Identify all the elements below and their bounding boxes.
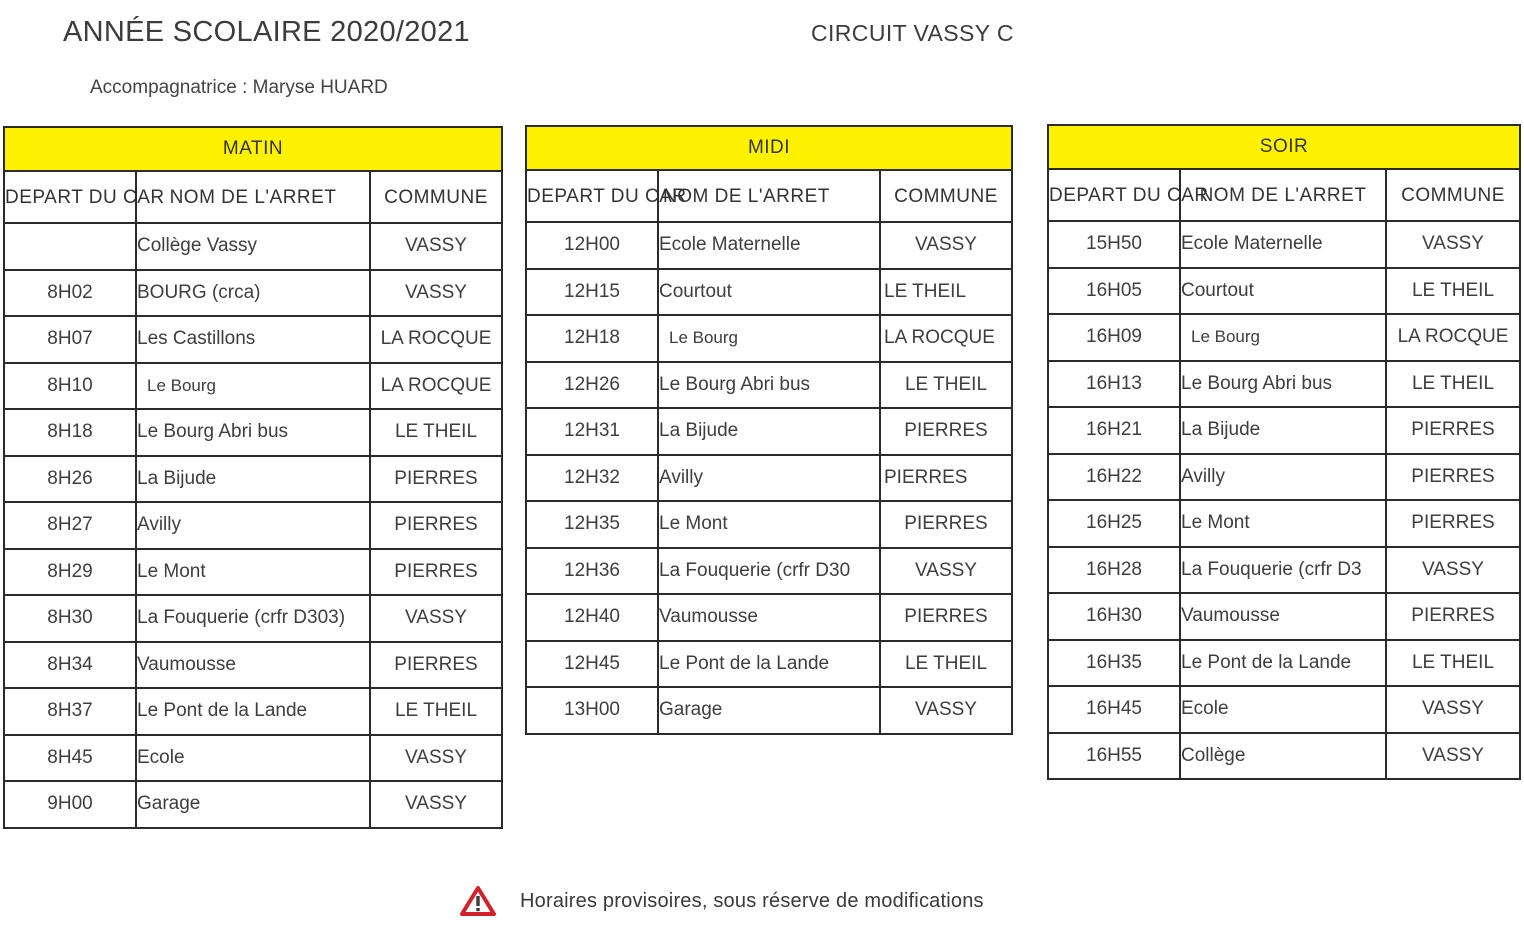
stop-name: Courtout [658,269,880,316]
departure-time: 12H15 [526,269,658,316]
departure-time [4,223,136,270]
column-header-arret: NOM DE L'ARRET [1180,169,1386,221]
stop-name: Le Pont de la Lande [136,688,370,735]
provisional-schedule-note: Horaires provisoires, sous réserve de modifications [520,889,984,912]
departure-time: 12H32 [526,455,658,502]
stop-name: Courtout [1180,268,1386,315]
departure-time: 9H00 [4,781,136,828]
stop-name: Avilly [1180,454,1386,501]
column-header-depart: DEPART DU CAR [4,171,136,223]
stop-name: Le Bourg [136,363,370,410]
commune-name: VASSY [880,687,1012,734]
table-row [4,270,502,317]
commune-name: PIERRES [370,456,502,503]
stop-name: Collège Vassy [136,223,370,270]
departure-time: 13H00 [526,687,658,734]
departure-time: 16H28 [1048,547,1180,594]
commune-name: LE THEIL [880,641,1012,688]
departure-time: 15H50 [1048,221,1180,268]
table-row [526,269,1012,316]
table-row [526,362,1012,409]
stop-name: Le Bourg [658,315,880,362]
departure-time: 8H07 [4,316,136,363]
stop-name: La Fouquerie (crfr D3 [1180,547,1386,594]
departure-time: 12H31 [526,408,658,455]
stop-name: La Bijude [136,456,370,503]
period-header-midi: MIDI [526,126,1012,170]
departure-time: 16H09 [1048,314,1180,361]
table-row [4,409,502,456]
stop-name: Le Pont de la Lande [1180,640,1386,687]
column-header-commune: COMMUNE [880,170,1012,222]
commune-name: PIERRES [1386,407,1520,454]
table-row [526,222,1012,269]
stop-name: Le Mont [1180,500,1386,547]
commune-name: PIERRES [1386,454,1520,501]
commune-name: LA ROCQUE [880,315,1012,362]
commune-name: PIERRES [1386,500,1520,547]
table-row [4,223,502,270]
commune-name: LE THEIL [1386,268,1520,315]
table-row [4,456,502,503]
departure-time: 16H35 [1048,640,1180,687]
stop-name: Le Bourg Abri bus [658,362,880,409]
commune-name: PIERRES [880,501,1012,548]
stop-name: La Bijude [658,408,880,455]
column-header-arret: NOM DE L'ARRET [136,171,370,223]
stop-name: Le Bourg Abri bus [1180,361,1386,408]
table-row [4,363,502,410]
departure-time: 8H37 [4,688,136,735]
stop-name: Vaumousse [658,594,880,641]
commune-name: VASSY [370,223,502,270]
accompagnatrice-label: Accompagnatrice : Maryse HUARD [90,77,388,98]
departure-time: 16H45 [1048,686,1180,733]
commune-name: VASSY [1386,547,1520,594]
stop-name: Le Bourg Abri bus [136,409,370,456]
commune-name: VASSY [1386,221,1520,268]
departure-time: 8H10 [4,363,136,410]
stop-name: BOURG (crca) [136,270,370,317]
column-header-commune: COMMUNE [1386,169,1520,221]
table-row [4,502,502,549]
commune-name: PIERRES [880,408,1012,455]
table-row [526,455,1012,502]
commune-name: PIERRES [880,455,1012,502]
commune-name: VASSY [880,548,1012,595]
departure-time: 12H40 [526,594,658,641]
stop-name: Avilly [658,455,880,502]
commune-name: PIERRES [370,549,502,596]
departure-time: 16H21 [1048,407,1180,454]
table-row [526,548,1012,595]
commune-name: LE THEIL [1386,640,1520,687]
commune-name: VASSY [880,222,1012,269]
stop-name: Vaumousse [1180,593,1386,640]
period-header-soir: SOIR [1048,125,1520,169]
commune-name: LE THEIL [370,409,502,456]
table-row [4,549,502,596]
schedule-table-matin [3,126,503,829]
circuit-name: CIRCUIT VASSY C [811,20,1014,46]
commune-name: VASSY [1386,733,1520,780]
departure-time: 16H22 [1048,454,1180,501]
table-row [526,315,1012,362]
column-header-row [526,170,1012,222]
departure-time: 12H35 [526,501,658,548]
column-header-row [1048,169,1520,221]
departure-time: 8H02 [4,270,136,317]
departure-time: 12H36 [526,548,658,595]
table-row [1048,221,1520,268]
stop-name: Avilly [136,502,370,549]
table-row [1048,686,1520,733]
departure-time: 16H05 [1048,268,1180,315]
table-row [4,781,502,828]
stop-name: Le Mont [658,501,880,548]
departure-time: 8H27 [4,502,136,549]
commune-name: LA ROCQUE [370,363,502,410]
stop-name: Garage [136,781,370,828]
stop-name: Ecole Maternelle [658,222,880,269]
stop-name: Garage [658,687,880,734]
departure-time: 8H34 [4,642,136,689]
departure-time: 16H55 [1048,733,1180,780]
departure-time: 8H30 [4,595,136,642]
column-header-depart: DEPART DU CAR [1048,169,1180,221]
table-row [526,641,1012,688]
schedule-table-midi [525,125,1013,735]
departure-time: 12H18 [526,315,658,362]
commune-name: PIERRES [370,502,502,549]
commune-name: PIERRES [370,642,502,689]
footer-notice [460,886,984,916]
table-row [4,735,502,782]
table-row [526,594,1012,641]
table-row [1048,733,1520,780]
departure-time: 8H26 [4,456,136,503]
table-row [1048,547,1520,594]
table-row [1048,314,1520,361]
table-row [1048,640,1520,687]
departure-time: 12H26 [526,362,658,409]
commune-name: LA ROCQUE [1386,314,1520,361]
departure-time: 8H18 [4,409,136,456]
table-row [4,595,502,642]
column-header-arret: NOM DE L'ARRET [658,170,880,222]
page-title: ANNÉE SCOLAIRE 2020/2021 [63,16,470,48]
table-row [1048,593,1520,640]
stop-name: Le Mont [136,549,370,596]
stop-name: Collège [1180,733,1386,780]
table-row [526,501,1012,548]
departure-time: 16H13 [1048,361,1180,408]
table-row [1048,454,1520,501]
departure-time: 8H29 [4,549,136,596]
table-row [4,688,502,735]
departure-time: 16H25 [1048,500,1180,547]
stop-name: La Bijude [1180,407,1386,454]
stop-name: Ecole [1180,686,1386,733]
departure-time: 12H00 [526,222,658,269]
stop-name: La Fouquerie (crfr D30 [658,548,880,595]
column-header-depart: DEPART DU CAR [526,170,658,222]
departure-time: 8H45 [4,735,136,782]
commune-name: PIERRES [1386,593,1520,640]
commune-name: VASSY [370,595,502,642]
stop-name: Ecole Maternelle [1180,221,1386,268]
stop-name: Ecole [136,735,370,782]
commune-name: VASSY [1386,686,1520,733]
table-row [1048,268,1520,315]
commune-name: LE THEIL [880,269,1012,316]
commune-name: LE THEIL [370,688,502,735]
table-row [526,687,1012,734]
stop-name: Les Castillons [136,316,370,363]
table-row [4,642,502,689]
schedule-table-soir [1047,124,1521,780]
period-header-matin: MATIN [4,127,502,171]
commune-name: PIERRES [880,594,1012,641]
table-row [1048,407,1520,454]
table-row [1048,361,1520,408]
column-header-row [4,171,502,223]
commune-name: LE THEIL [880,362,1012,409]
table-row [526,408,1012,455]
table-row [1048,500,1520,547]
commune-name: LA ROCQUE [370,316,502,363]
warning-triangle-icon [460,886,496,916]
table-row [4,316,502,363]
commune-name: VASSY [370,270,502,317]
stop-name: La Fouquerie (crfr D303) [136,595,370,642]
column-header-commune: COMMUNE [370,171,502,223]
departure-time: 16H30 [1048,593,1180,640]
commune-name: LE THEIL [1386,361,1520,408]
stop-name: Le Pont de la Lande [658,641,880,688]
commune-name: VASSY [370,735,502,782]
stop-name: Le Bourg [1180,314,1386,361]
departure-time: 12H45 [526,641,658,688]
commune-name: VASSY [370,781,502,828]
stop-name: Vaumousse [136,642,370,689]
